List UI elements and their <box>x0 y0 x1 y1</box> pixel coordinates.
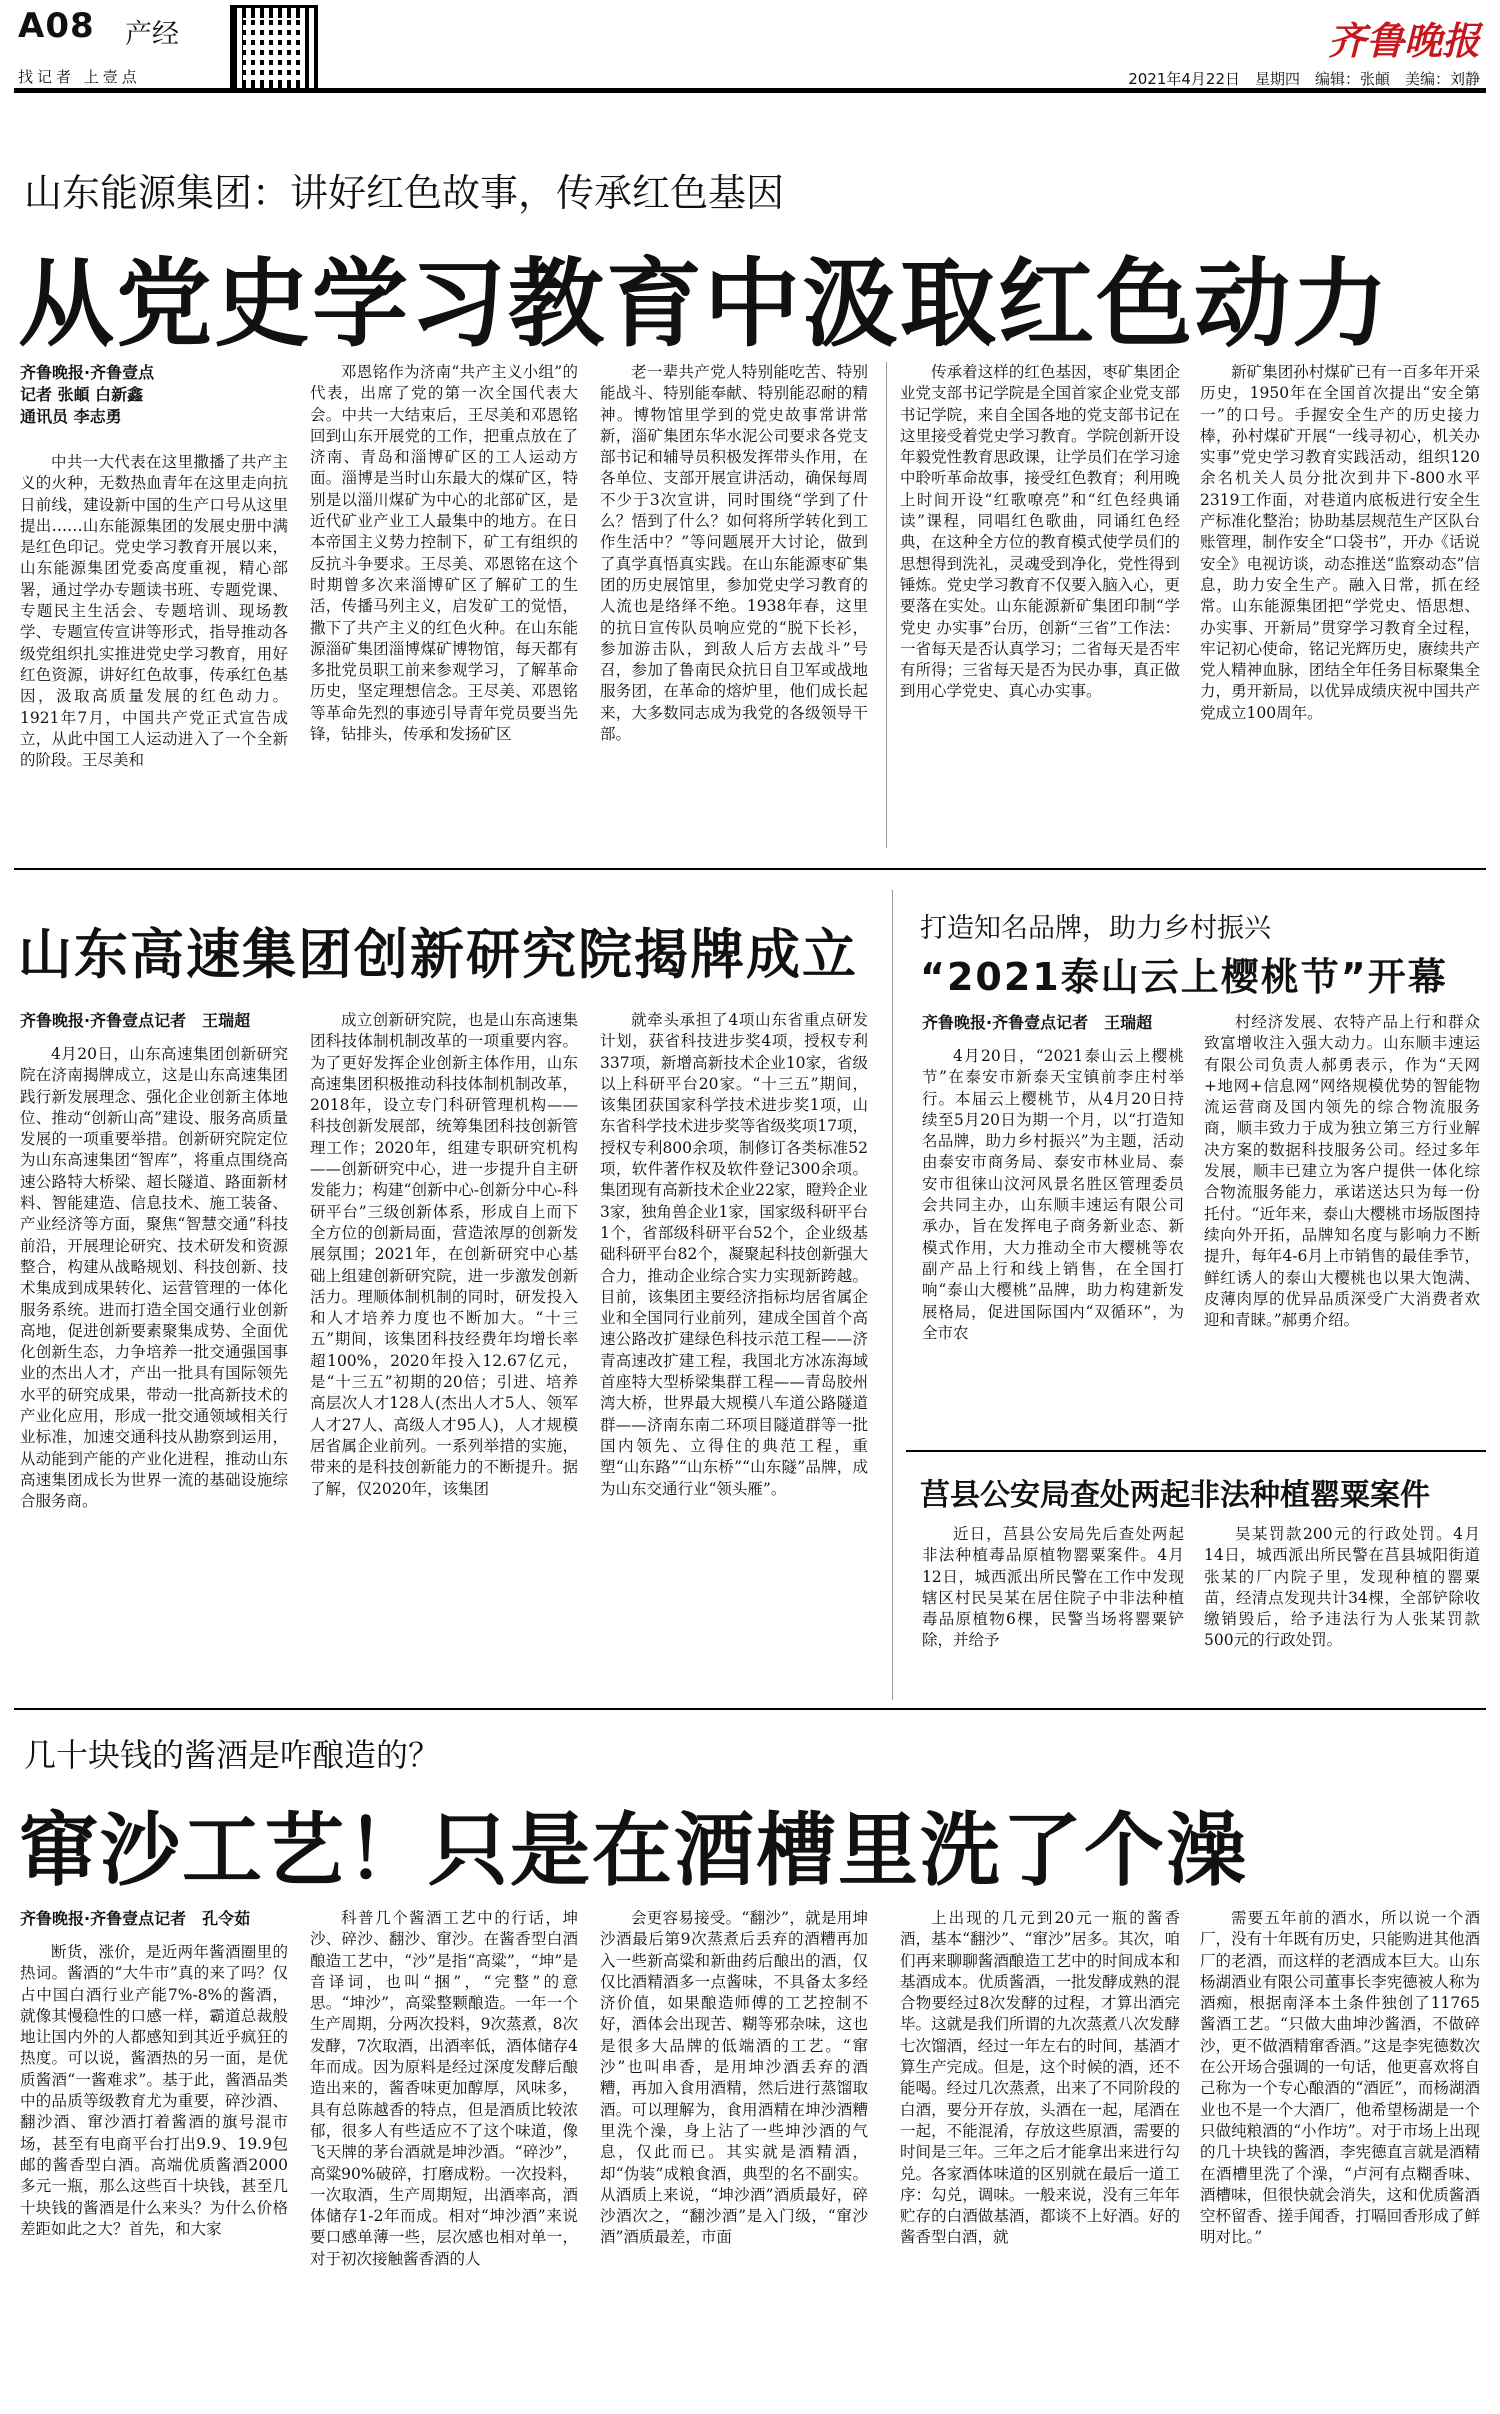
story2-headline: 山东高速集团创新研究院揭牌成立 <box>18 923 858 986</box>
story1-kicker: 山东能源集团：讲好红色故事，传承红色基因 <box>24 171 785 215</box>
story5-headline: 窜沙工艺！只是在酒槽里洗了个澡 <box>18 1804 1248 1897</box>
section-divider <box>14 868 1486 870</box>
story2-byline: 齐鲁晚报·齐鲁壹点记者 王瑞超 <box>20 1011 251 1030</box>
hotline-text: 找记者 上壹点 <box>18 68 141 86</box>
section-divider <box>906 1450 1486 1452</box>
story3-headline: “2021泰山云上樱桃节”开幕 <box>920 955 1448 999</box>
story1-column: 传承着这样的红色基因，枣矿集团企业党支部书记学院是全国首家企业党支部书记学院，来自全国各地的党支部书记在这里接受着党史学习教育。学院创新开设年毅党性教育思政课，让学员们在学习途中聆听革命故事，接受红色教育；利用晚上时间开设“红歌嘹亮”和“红色经典诵读”课程，同唱红色歌曲，同诵红色经典，在这种全方位的教育模式使学员们的思想得到洗礼，灵魂受到净化，党性得到锤炼。党史学习教育不仅要入脑入心，更要落在实处。山东能源新矿集团印制“学党史 办实事”台历，创新“三省”工作法：一省每天是否认真学习；二省每天是否牢有所得；三省每天是否为民办事，真正做到用心学党史、真心办实事。 <box>900 363 1180 701</box>
story3-column: 村经济发展、农特产品上行和群众致富增收注入强大动力。山东顺丰速运有限公司负责人郝勇表示，作为“天网+地网+信息网”网络规模优势的智能物流运营商及国内领先的综合物流服务商，顺丰致力于成为独立第三方行业解决方案的数据科技服务公司。经过多年发展，顺丰已建立为客户提供一体化综合物流服务能力，承诺送达只为每一份托付。“近年来，泰山大樱桃市场版图持续向外开拓，品牌知名度与影响力不断提升，每年4-6月上市销售的最佳季节，鲜红诱人的泰山大樱桃也以果大饱满、皮薄肉厚的优异品质深受广大消费者欢迎和青睐。”郝勇介绍。 <box>1204 1013 1480 1330</box>
story1-headline: 从党史学习教育中汲取红色动力 <box>18 248 1390 360</box>
byline-line: 齐鲁晚报·齐鲁壹点 <box>20 363 155 382</box>
page-number: A08 <box>18 6 95 46</box>
story5-column: 科普几个酱酒工艺中的行话，坤沙、碎沙、翻沙、窜沙。在酱香型白酒酿造工艺中，“沙”是指“高粱”，“坤”是音译词，也叫“捆”，“完整”的意思。“坤沙”，高粱整颗酿造。一年一个生产周期，分两次投料，9次蒸煮，8次发酵，7次取酒，出酒率低，酒体储存4年而成。因为原料是经过深度发酵后酿造出来的，酱香味更加醇厚，风味多，具有总陈越香的特点，但是酒质比较浓郁，很多人有些适应不了这个味道，像飞天牌的茅台酒就是坤沙酒。“碎沙”，高粱90%破碎，打磨成粉。一次投料，一次取酒，生产周期短，出酒率高，酒体储存1-2年而成。相对“坤沙酒”来说要口感单薄一些，层次感也相对单一，对于初次接触酱香酒的人 <box>310 1909 578 2268</box>
story1-column: 中共一大代表在这里撒播了共产主义的火种，无数热血青年在这里走向抗日前线，建设新中国的生产口号从这里提出……山东能源集团的发展史册中满是红色印记。党史学习教育开展以来，山东能源集团党委高度重视，精心部署，通过学办专题读书班、专题党课、专题民主生活会、专题培训、现场教学、专题宣传宣讲等形式，指导推动各级党组织扎实推进党史学习教育，用好红色资源，讲好红色故事，传承红色基因，汲取高质量发展的红色动力。1921年7月，中国共产党正式宣告成立，从此中国工人运动进入了一个全新的阶段。王尽美和 <box>20 453 288 770</box>
story1-column: 老一辈共产党人特别能吃苦、特别能战斗、特别能奉献、特别能忍耐的精神。博物馆里学到的党史故事常讲常新，淄矿集团东华水泥公司要求各党支部书记和辅导员积极发挥带头作用，在各单位、支部开展宣讲活动，确保每周不少于3次宣讲，同时围绕“学到了什么？悟到了什么？如何将所学转化到工作生活中？”等问题展开大讨论，做到了真学真悟真实践。在山东能源枣矿集团的历史展馆里，参加党史学习教育的人流也是络绎不绝。1938年春，这里的抗日宣传队员响应党的“脱下长衫，参加游击队，到敌人后方去战斗”号召，参加了鲁南民众抗日自卫军或战地服务团，在革命的熔炉里，他们成长起来，大多数同志成为我党的各级领导干部。 <box>600 363 868 744</box>
section-divider <box>14 1708 1486 1710</box>
column-divider <box>892 890 893 1700</box>
story1-column: 邓恩铭作为济南“共产主义小组”的代表，出席了党的第一次全国代表大会。中共一大结束后，王尽美和邓恩铭回到山东开展党的工作，把重点放在了济南、青岛和淄博矿区的工人运动方面。淄博是当时山东最大的煤矿区，特别是以淄川煤矿为中心的北部矿区，是近代矿业产业工人最集中的地方。在日本帝国主义势力控制下，矿工有组织的反抗斗争要求。王尽美、邓恩铭在这个时期曾多次来淄博矿区了解矿工的生活，传播马列主义，启发矿工的觉悟，撒下了共产主义的红色火种。在山东能源淄矿集团淄博煤矿博物馆，每天都有多批党员职工前来参观学习，了解革命历史，坚定理想信念。王尽美、邓恩铭等革命先烈的事迹引导青年党员要当先锋，钻排头，传承和发扬矿区 <box>310 363 578 744</box>
story5-column: 需要五年前的酒水，所以说一个酒厂，没有十年既有历史，只能购进其他酒厂的老酒，而这样的老酒成本巨大。山东杨湖酒业有限公司董事长李宪德被人称为酒痴，根据南泽本土条件独创了11765酱酒工艺。“只做大曲坤沙酱酒，不做碎沙，更不做酒精窜香酒。”这是李宪德数次在公开场合强调的一句话，他更喜欢将自己称为一个专心酿酒的“酒匠”，而杨湖酒业也不是一个大酒厂，他希望杨湖是一个只做纯粮酒的“小作坊”。对于市场上出现的几十块钱的酱酒，李宪德直言就是酒精在酒槽里洗了个澡，“卢河有点糊香味、酒槽味，但很快就会消失，这和优质酱酒空杯留香、搓手闻香，打嗝回香形成了鲜明对比。” <box>1200 1909 1480 2247</box>
brand-logo: 齐鲁晚报 <box>1327 18 1480 63</box>
story3-byline: 齐鲁晚报·齐鲁壹点记者 王瑞超 <box>922 1013 1153 1032</box>
story4-column: 吴某罚款200元的行政处罚。4月14日，城西派出所民警在莒县城阳街道张某的厂内院子里，发现种植的罂粟苗，经清点发现共计34棵，全部铲除收缴销毁后，给予违法行为人张某罚款500元的行政处罚。 <box>1204 1525 1480 1650</box>
story5-kicker: 几十块钱的酱酒是咋酿造的？ <box>24 1736 441 1774</box>
story2-column: 成立创新研究院，也是山东高速集团科技体制机制改革的一项重要内容。为了更好发挥企业创新主体作用，山东高速集团积极推动科技体制机制改革，2018年，设立专门科研管理机构——科技创新发展部，统筹集团科技创新管理工作；2020年，组建专职研究机构——创新研究中心，进一步提升自主研发能力；构建“创新中心-创新分中心-科研平台”三级创新体系，形成自上而下全方位的创新局面，营造浓厚的创新发展氛围；2021年，在创新研究中心基础上组建创新研究院，进一步激发创新活力。理顺体制机制的同时，研发投入和人才培养力度也不断加大。“十三五”期间，该集团科技经费年均增长率超100%，2020年投入12.67亿元，是“十三五”初期的20倍；引进、培养高层次人才128人(杰出人才5人、领军人才27人、高级人才95人)，人才规模居省属企业前列。一系列举措的实施，带来的是科技创新能力的不断提升。据了解，仅2020年，该集团 <box>310 1011 578 1498</box>
story5-byline: 齐鲁晚报·齐鲁壹点记者 孔令茹 <box>20 1909 251 1928</box>
story5-column: 上出现的几元到20元一瓶的酱香酒，基本“翻沙”、“窜沙”居多。其次，咱们再来聊聊酱酒酿造工艺中的时间成本和基酒成本。优质酱酒，一批发酵成熟的混合物要经过8次发酵的过程，才算出酒完毕。这就是我们所谓的九次蒸煮八次发酵七次馏酒，经过一年左右的时间，基酒才算生产完成。但是，这个时候的酒，还不能喝。经过几次蒸煮，出来了不同阶段的白酒，要分开存放，头酒在一起，尾酒在一起，不能混淆，存放这些原酒，需要的时间是三年。三年之后才能拿出来进行勾兑。各家酒体味道的区别就在最后一道工序：勾兑，调味。一般来说，没有三年年贮存的白酒做基酒，都谈不上好酒。好的酱香型白酒，就 <box>900 1909 1180 2247</box>
dateline: 2021年4月22日 星期四 编辑：张頔 美编：刘静 <box>1128 70 1480 88</box>
story2-column: 就牵头承担了4项山东省重点研发计划，获省科技进步奖4项，授权专利337项，新增高新技术企业10家，省级以上科研平台20家。“十三五”期间，该集团获国家科学技术进步奖1项，山东省科学技术进步奖等省级奖项17项，授权专利800余项，制修订各类标准52项，软件著作权及软件登记300余项。集团现有高新技术企业22家，瞪羚企业3家，独角兽企业1家，国家级科研平台1个，省部级科研平台52个，企业级基础科研平台82个，凝聚起科技创新强大合力，推动企业综合实力实现新跨越。目前，该集团主要经济指标均居省属企业和全国同行业前列，建成全国首个高速公路改扩建绿色科技示范工程——济青高速改扩建工程，我国北方冰冻海域首座特大型桥梁集群工程——青岛胶州湾大桥，世界最大规模八车道公路隧道群——济南东南二环项目隧道群等一批国内领先、立得住的典范工程，重塑“山东路”“山东桥”“山东隧”品牌，成为山东交通行业“领头雁”。 <box>600 1011 868 1498</box>
story2-column: 4月20日，山东高速集团创新研究院在济南揭牌成立，这是山东高速集团践行新发展理念、强化企业创新主体地位、推动“创新山高”建设、服务高质量发展的一项重要举措。创新研究院定位为山东高速集团“智库”，将重点围绕高速公路特大桥梁、超长隧道、路面新材料、智能建造、信息技术、施工装备、产业经济等方面，聚焦“智慧交通”科技前沿，开展理论研究、技术研发和资源整合，构建从战略规划、科技创新、技术集成到成果转化、运营管理的一体化服务系统。进而打造全国交通行业创新高地，促进创新要素聚集成势、全面优化创新生态，力争培养一批交通强国事业的杰出人才，产出一批具有国际领先水平的研究成果，带动一批高新技术的产业化应用，形成一批交通领域相关行业标准，加速交通科技从勘察到运用，从动能到产能的产业化进程，推动山东高速集团成长为世界一流的基础设施综合服务商。 <box>20 1045 288 1511</box>
story5-column: 断货，涨价，是近两年酱酒圈里的热词。酱酒的“大牛市”真的来了吗？仅占中国白酒行业产能7%-8%的酱酒，就像其慢稳性的口感一样，霸道总裁般地让国内外的人都感知到其近乎疯狂的热度。可以说，酱酒热的另一面，是优质酱酒“一酱难求”。基于此，酱酒品类中的品质等级教育尤为重要，碎沙酒、翻沙酒、窜沙酒打着酱酒的旗号混市场，甚至有电商平台打出9.9、19.9包邮的酱香型白酒。高端优质酱酒2000多元一瓶，那么这些百十块钱，甚至几十块钱的酱酒是什么来头？为什么价格差距如此之大？首先，和大家 <box>20 1943 288 2238</box>
qr-code-icon <box>230 5 318 93</box>
story3-column: 4月20日，“2021泰山云上樱桃节”在泰安市新泰天宝镇前李庄村举行。本届云上樱桃节，从4月20日持续至5月20日为期一个月，以“打造知名品牌，助力乡村振兴”为主题，活动由泰安市商务局、泰安市林业局、泰安市徂徕山汶河风景名胜区管理委员会共同主办，山东顺丰速运有限公司承办，旨在发挥电子商务新业态、新模式作用，大力推动全市大樱桃等农副产品上行和线上销售，在全国打响“泰山大樱桃”品牌，助力构建新发展格局，促进国际国内“双循环”，为全市农 <box>922 1047 1184 1342</box>
story1-column: 新矿集团孙村煤矿已有一百多年开采历史，1950年在全国首次提出“安全第一”的口号。手握安全生产的历史接力棒，孙村煤矿开展“一线寻初心，机关办实事”党史学习教育实践活动，组织120余名机关人员分批次到井下-800水平2319工作面，对巷道内底板进行安全生产标准化整治；协助基层规范生产区队台账管理，制作安全“口袋书”，开办《话说安全》电视访谈，动态推送“监察动态”信息，助力安全生产。融入日常，抓在经常。山东能源集团把“学党史、悟思想、办实事、开新局”贯穿学习教育全过程，牢记初心使命，铭记光辉历史，赓续共产党人精神血脉，团结全年任务目标聚集全力，勇开新局，以优异成绩庆祝中国共产党成立100周年。 <box>1200 363 1480 722</box>
section-name: 产经 <box>125 19 179 50</box>
story1-byline <box>20 362 154 428</box>
story4-column: 近日，莒县公安局先后查处两起非法种植毒品原植物罂粟案件。4月12日，城西派出所民警在工作中发现辖区村民吴某在居住院子中非法种植毒品原植物6棵，民警当场将罂粟铲除，并给予 <box>922 1525 1184 1650</box>
column-divider <box>886 362 887 848</box>
story3-kicker: 打造知名品牌，助力乡村振兴 <box>920 913 1271 944</box>
story5-column: 会更容易接受。“翻沙”，就是用坤沙酒最后第9次蒸煮后丢弃的酒糟再加入一些新高粱和新曲药后酿出的酒，仅仅比酒精酒多一点酱味，不具备太多经济价值，如果酿造师傅的工艺控制不好，酒体会出现苦、糊等邪杂味，这也是很多大品牌的低端酒的工艺。“窜沙”也叫串香，是用坤沙酒丢弃的酒糟，再加入食用酒精，然后进行蒸馏取酒。可以理解为，食用酒精在坤沙酒糟里洗个澡，身上沾了一些坤沙酒的气息，仅此而已。其实就是酒精酒，却“伪装”成粮食酒，典型的名不副实。从酒质上来说，“坤沙酒”酒质最好，碎沙酒次之，“翻沙酒”是入门级，“窜沙酒”酒质最差，市面 <box>600 1909 868 2247</box>
byline-line: 记者 张頔 白新鑫 <box>20 385 144 404</box>
masthead-rule <box>14 88 1486 93</box>
story4-headline: 莒县公安局查处两起非法种植罂粟案件 <box>920 1478 1430 1513</box>
byline-line: 通讯员 李志勇 <box>20 407 122 426</box>
